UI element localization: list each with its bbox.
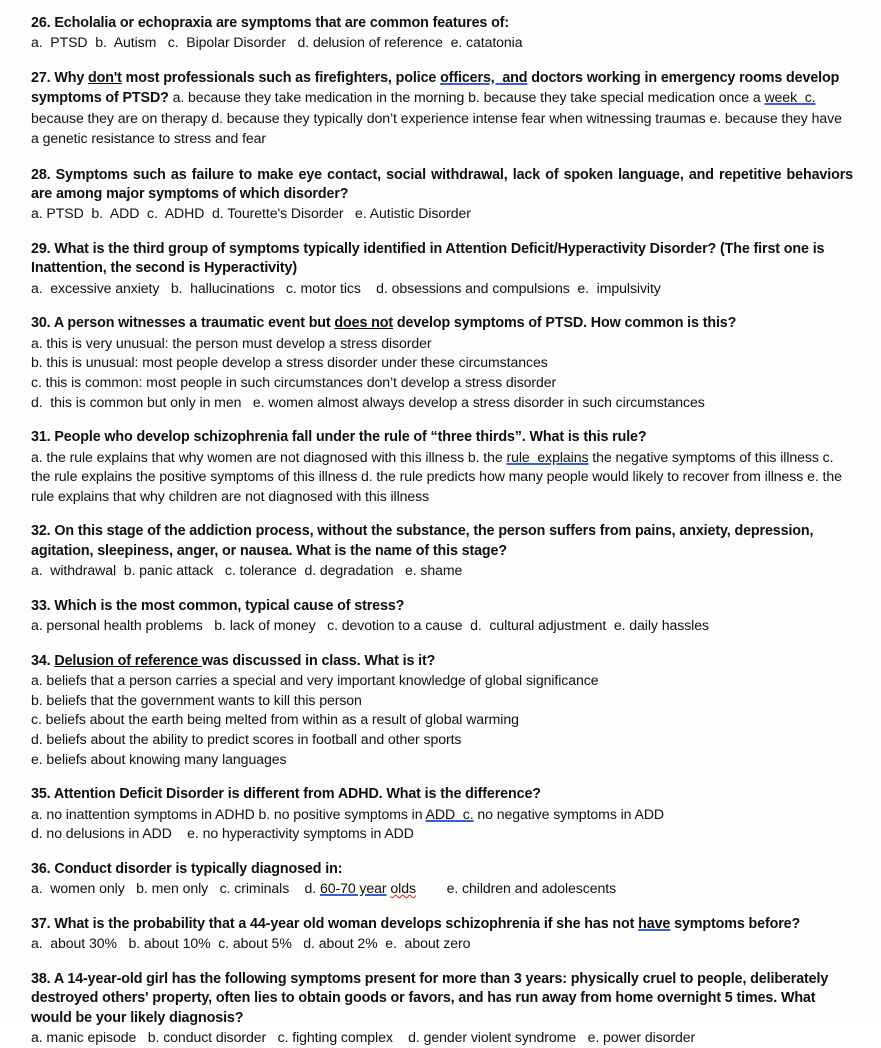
question-30-option-d: d. this is common but only in men e. women almost always develop a stress disorder in such circumstances xyxy=(31,393,705,410)
question-34-stem xyxy=(31,652,853,671)
question-36-stem: 36. Conduct disorder is typically diagnosed in: xyxy=(31,860,343,877)
question-35-options-part1: a. no inattention symptoms in ADHD b. no positive symptoms in xyxy=(31,805,426,822)
question-35-options-line2: d. no delusions in ADD e. no hyperactivity symptoms in ADD xyxy=(31,825,414,842)
grammar-marker-have: have xyxy=(638,915,671,932)
grammar-marker-officers-and: officers, and xyxy=(440,70,528,86)
question-30-stem xyxy=(31,314,853,333)
question-27-options-inline-part2: because they are on therapy d. because they typically don’t experience intense fear when witnessing traumas e. because they have a genetic resistance to stress and fear xyxy=(31,109,842,147)
question-27-options-inline-part1: a. because they take medication in the morning b. because they take special medication once a xyxy=(168,89,765,106)
question-35-options-line1 xyxy=(31,805,853,825)
question-36-options xyxy=(31,879,853,899)
question-34 xyxy=(31,652,853,769)
question-31-options-part2: the negative symptoms of this illness c. the rule explains the positive symptoms of this illness d. the rule predicts how many people would likely to recover from illness e. the rule explains that why children are not diagnosed with this illness xyxy=(31,448,842,504)
question-31-options-part1: a. the rule explains that why women are not diagnosed with this illness b. the xyxy=(31,448,507,465)
question-36-options-part1: a. women only b. men only c. criminals d. xyxy=(31,880,320,897)
question-30 xyxy=(31,314,853,412)
question-33 xyxy=(31,597,853,636)
spell-marker-olds: olds xyxy=(390,880,416,897)
question-34-option-e: e. beliefs about knowing many languages xyxy=(31,750,287,767)
question-34-option-a: a. beliefs that a person carries a special and very important knowledge of global significance xyxy=(31,672,599,689)
question-31-options xyxy=(31,448,853,507)
question-32 xyxy=(31,522,853,580)
question-32-options: a. withdrawal b. panic attack c. tolerance d. degradation e. shame xyxy=(31,562,463,579)
question-33-stem: 33. Which is the most common, typical cause of stress? xyxy=(31,597,405,614)
question-27-stem-part2: most professionals such as firefighters, police xyxy=(121,70,441,86)
question-26-options: a. PTSD b. Autism c. Bipolar Disorder d. delusion of reference e. catatonia xyxy=(31,34,523,51)
question-31-stem: 31. People who develop schizophrenia fall under the rule of “three thirds”. What is this rule? xyxy=(31,429,647,446)
question-27-stem xyxy=(31,69,853,150)
question-38-stem: 38. A 14-year-old girl has the following symptoms present for more than 3 years: physically cruel to people, deliberately destroyed others' property, often lies to obtain goods or favors, and has run away from home overnight 5 times. What would be your likely diagnosis? xyxy=(31,970,829,1026)
question-30-stem-part2: develop symptoms of PTSD. How common is this? xyxy=(393,315,737,332)
question-sheet xyxy=(31,14,853,1048)
question-35-options-part2: no negative symptoms in ADD xyxy=(473,805,665,822)
question-34-option-d: d. beliefs about the ability to predict scores in football and other sports xyxy=(31,731,462,747)
question-27 xyxy=(31,69,853,150)
grammar-marker-60-70-year: 60-70 year xyxy=(319,880,387,897)
question-29-stem: 29. What is the third group of symptoms typically identified in Attention Deficit/Hyperactivity Disorder? (The first one is Inattention, the second is Hyperactivity) xyxy=(31,241,825,277)
question-37-stem xyxy=(31,915,853,934)
question-35 xyxy=(31,785,853,844)
question-30-option-c: c. this is common: most people in such circumstances don’t develop a stress disorder xyxy=(31,374,557,391)
question-31 xyxy=(31,428,853,506)
question-26-stem: 26. Echolalia or echopraxia are symptoms that are common features of: xyxy=(31,15,509,31)
question-37-stem-part2: symptoms before? xyxy=(670,915,801,932)
question-29 xyxy=(31,240,853,298)
question-28-options: a. PTSD b. ADD c. ADHD d. Tourette's Disorder e. Autistic Disorder xyxy=(31,205,471,222)
question-36 xyxy=(31,860,853,899)
grammar-marker-rule-explains: rule explains xyxy=(506,448,589,465)
question-26 xyxy=(31,14,853,53)
question-37 xyxy=(31,915,853,954)
question-37-options: a. about 30% b. about 10% c. about 5% d. about 2% e. about zero xyxy=(31,935,471,952)
question-27-stem-part3: doctors working in emergency rooms develop symptoms of PTSD? xyxy=(31,70,840,107)
question-34-option-c: c. beliefs about the earth being melted from within as a result of global warming xyxy=(31,711,519,728)
question-27-emphasis: don't xyxy=(88,70,122,86)
question-34-option-b: b. beliefs that the government wants to kill this person xyxy=(31,691,362,708)
question-38 xyxy=(31,970,853,1048)
question-34-stem-part1: 34. xyxy=(31,652,55,669)
question-35-stem: 35. Attention Deficit Disorder is different from ADHD. What is the difference? xyxy=(31,786,541,803)
question-30-emphasis: does not xyxy=(334,315,394,332)
question-38-options: a. manic episode b. conduct disorder c. fighting complex d. gender violent syndrome e. power disorder xyxy=(31,1029,696,1045)
grammar-marker-add-c: ADD c. xyxy=(425,805,474,822)
question-32-stem: 32. On this stage of the addiction process, without the substance, the person suffers from pains, anxiety, depression, agitation, sleepiness, anger, or nausea. What is the name of this stage? xyxy=(31,523,814,559)
question-30-option-a: a. this is very unusual: the person must develop a stress disorder xyxy=(31,334,432,351)
question-28 xyxy=(31,166,853,224)
question-28-stem: 28. Symptoms such as failure to make eye contact, social withdrawal, lack of spoken language, and repetitive behaviors are among major symptoms of which disorder? xyxy=(31,166,853,203)
question-27-stem-part1: 27. Why xyxy=(31,70,89,86)
question-36-options-part2: e. children and adolescents xyxy=(415,880,617,897)
question-29-options: a. excessive anxiety b. hallucinations c. motor tics d. obsessions and compulsions e. impulsivity xyxy=(31,279,661,296)
question-30-stem-part1: 30. A person witnesses a traumatic event but xyxy=(31,315,335,332)
question-33-options: a. personal health problems b. lack of money c. devotion to a cause d. cultural adjustment e. daily hassles xyxy=(31,617,709,634)
grammar-marker-week-c: week c. xyxy=(764,89,816,106)
question-37-stem-part1: 37. What is the probability that a 44-year old woman develops schizophrenia if she has not xyxy=(31,915,639,932)
question-34-emphasis: Delusion of reference xyxy=(54,652,202,669)
question-34-stem-part2: was discussed in class. What is it? xyxy=(201,652,436,669)
question-30-option-b: b. this is unusual: most people develop a stress disorder under these circumstances xyxy=(31,354,548,371)
